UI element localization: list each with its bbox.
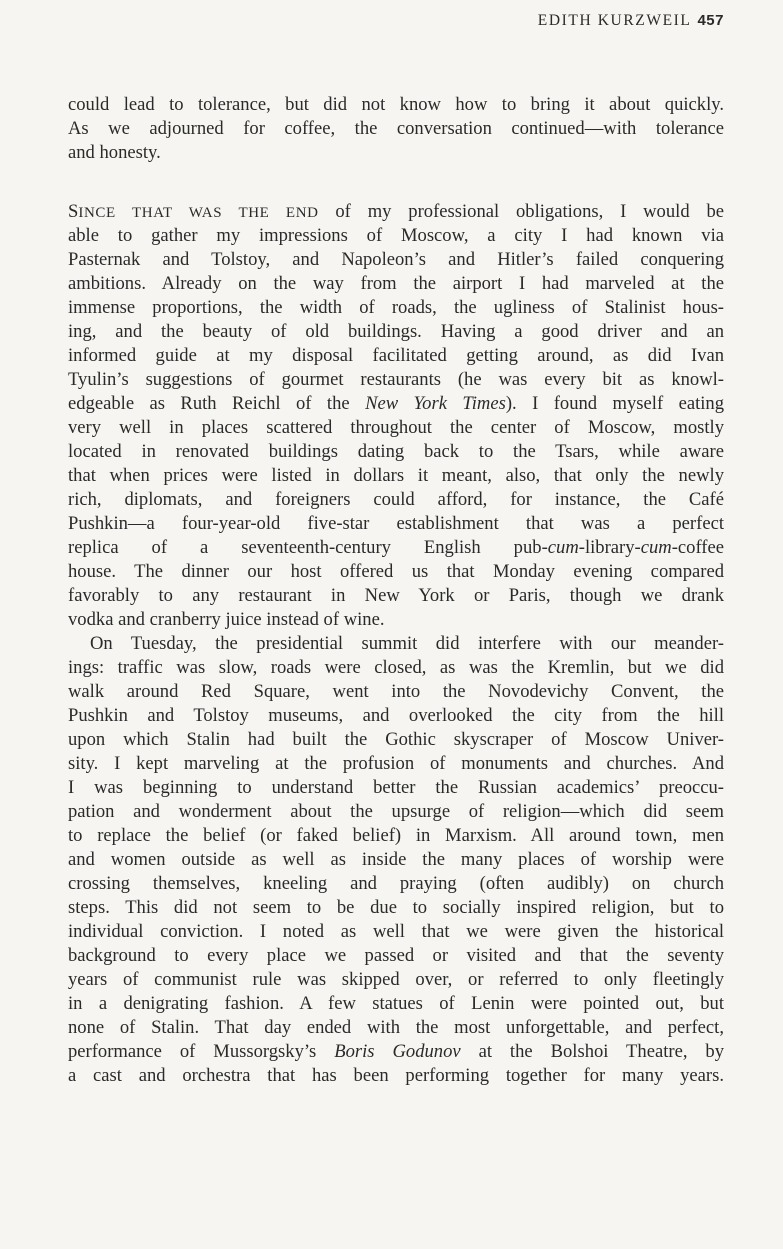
- text-line: able to gather my impressions of Moscow, a city I had known via: [68, 225, 724, 246]
- text-run: ). I found myself eating: [505, 393, 724, 414]
- text-line: located in renovated buildings dating back to the Tsars, while aware: [68, 441, 724, 462]
- text-line: [68, 392, 724, 416]
- text-line: years of communist rule was skipped over, or referred to only fleetingly: [68, 969, 724, 990]
- text-run: -coffee: [671, 537, 724, 558]
- italic-title: New York Times: [365, 393, 506, 414]
- text-line: very well in places scattered throughout the center of Moscow, mostly: [68, 417, 724, 438]
- text-line: I was beginning to understand better the Russian academics’ preoccu-: [68, 777, 724, 798]
- text-line: [68, 536, 724, 560]
- text-line: and women outside as well as inside the many places of worship were: [68, 849, 724, 870]
- text-line: On Tuesday, the presidential summit did interfere with our meander-: [90, 633, 724, 654]
- text-line: upon which Stalin had built the Gothic skyscraper of Moscow Univer-: [68, 729, 724, 750]
- text-line: immense proportions, the width of roads, the ugliness of Stalinist hous-: [68, 297, 724, 318]
- text-line: individual conviction. I noted as well that we were given the historical: [68, 921, 724, 942]
- text-line: Pasternak and Tolstoy, and Napoleon’s and Hitler’s failed conquering: [68, 249, 724, 270]
- text-line: Pushkin and Tolstoy museums, and overlooked the city from the hill: [68, 705, 724, 726]
- text-line: favorably to any restaurant in New York or Paris, though we drank: [68, 585, 724, 606]
- text-line: rich, diplomats, and foreigners could afford, for instance, the Café: [68, 489, 724, 510]
- text-run: -library-: [578, 537, 641, 558]
- text-line: none of Stalin. That day ended with the most unforgettable, and perfect,: [68, 1017, 724, 1038]
- italic-word: cum: [640, 537, 672, 558]
- text-line: [68, 200, 724, 225]
- small-caps-lead-in: INCE THAT WAS THE END: [78, 205, 319, 221]
- text-line: a cast and orchestra that has been performing together for many years.: [68, 1065, 724, 1086]
- text-line: vodka and cranberry juice instead of wine.: [68, 609, 385, 630]
- italic-title: Boris Godunov: [334, 1041, 461, 1062]
- text-line: pation and wonderment about the upsurge of religion—which did seem: [68, 801, 724, 822]
- text-line: to replace the belief (or faked belief) in Marxism. All around town, men: [68, 825, 724, 846]
- running-head: [538, 12, 724, 30]
- text-line: house. The dinner our host offered us that Monday evening compared: [68, 561, 724, 582]
- text-line: and honesty.: [68, 142, 161, 163]
- text-line: ing, and the beauty of old buildings. Having a good driver and an: [68, 321, 724, 342]
- text-line: that when prices were listed in dollars it meant, also, that only the newly: [68, 465, 724, 486]
- text-run: of my professional obligations, I would be: [318, 201, 724, 222]
- text-line: [68, 1040, 724, 1064]
- text-line: steps. This did not seem to be due to socially inspired religion, but to: [68, 897, 724, 918]
- text-run: replica of a seventeenth-century English pub-: [68, 537, 548, 558]
- text-line: Tyulin’s suggestions of gourmet restaurants (he was every bit as knowl-: [68, 369, 724, 390]
- text-line: ambitions. Already on the way from the airport I had marveled at the: [68, 273, 724, 294]
- italic-word: cum: [547, 537, 579, 558]
- text-run: edgeable as Ruth Reichl of the: [68, 393, 366, 414]
- text-line: crossing themselves, kneeling and praying (often audibly) on church: [68, 873, 724, 894]
- text-run: at the Bolshoi Theatre, by: [460, 1041, 725, 1062]
- text-line: could lead to tolerance, but did not know how to bring it about quickly.: [68, 94, 724, 115]
- text-line: walk around Red Square, went into the Novodevichy Convent, the: [68, 681, 724, 702]
- text-line: sity. I kept marveling at the profusion of monuments and churches. And: [68, 753, 724, 774]
- text-line: in a denigrating fashion. A few statues of Lenin were pointed out, but: [68, 993, 724, 1014]
- page-number: 457: [697, 12, 724, 29]
- running-head-author: EDITH KURZWEIL: [537, 12, 692, 29]
- text-line: background to every place we passed or visited and that the seventy: [68, 945, 724, 966]
- text-line: informed guide at my disposal facilitated getting around, as did Ivan: [68, 345, 724, 366]
- text-line: As we adjourned for coffee, the conversation continued—with tolerance: [68, 118, 724, 139]
- small-caps-initial: S: [68, 201, 79, 222]
- text-run: performance of Mussorgsky’s: [68, 1041, 335, 1062]
- text-line: Pushkin—a four-year-old five-star establishment that was a perfect: [68, 513, 724, 534]
- text-line: ings: traffic was slow, roads were closed, as was the Kremlin, but we did: [68, 657, 724, 678]
